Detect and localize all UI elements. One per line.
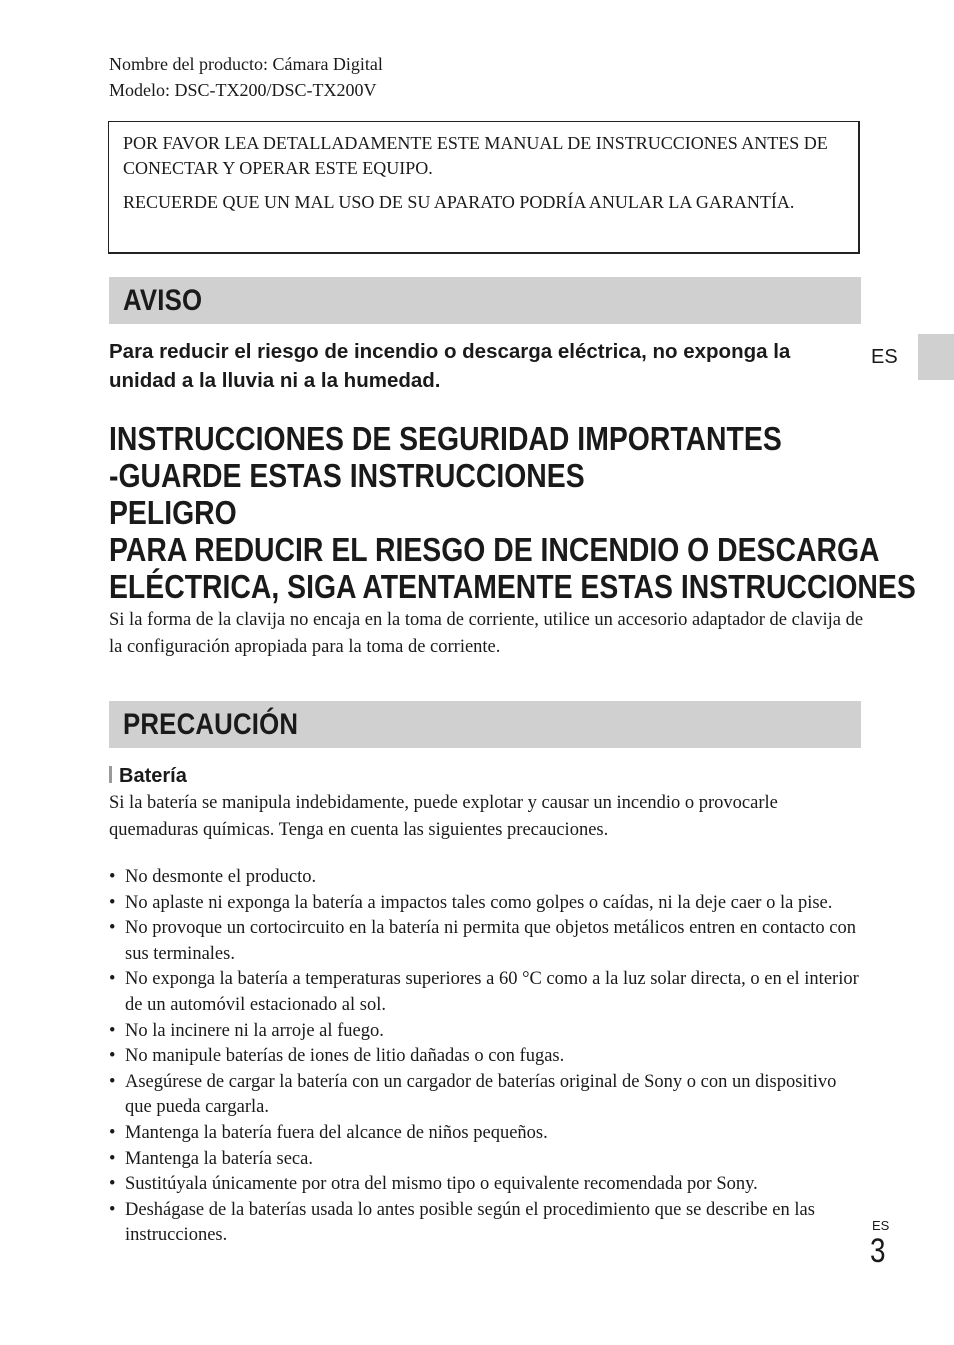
precaucion-heading-bar bbox=[109, 701, 861, 748]
safety-heading-line: -GUARDE ESTAS INSTRUCCIONES bbox=[109, 457, 585, 494]
product-name: Nombre del producto: Cámara Digital bbox=[109, 54, 383, 74]
warning-paragraph-warranty: RECUERDE QUE UN MAL USO DE SU APARATO PODRÍA ANULAR LA GARANTÍA. bbox=[123, 192, 795, 212]
side-language-label: ES bbox=[871, 346, 898, 368]
subheading-marker bbox=[109, 766, 112, 783]
list-item: • No la incinere ni la arroje al fuego. bbox=[109, 1019, 865, 1045]
safety-body-text: Si la forma de la clavija no encaja en la toma de corriente, utilice un accesorio adaptador de clavija de la configuración apropiada para la toma de corriente. bbox=[109, 610, 864, 657]
product-info bbox=[109, 51, 383, 103]
list-item: • No desmonte el producto. bbox=[109, 865, 865, 891]
safety-heading-line: PELIGRO bbox=[109, 494, 237, 531]
safety-heading-line: INSTRUCCIONES DE SEGURIDAD IMPORTANTES bbox=[109, 420, 782, 457]
aviso-text: Para reducir el riesgo de incendio o descarga eléctrica, no exponga la unidad a la lluvia ni a la humedad. bbox=[109, 340, 791, 392]
list-item: • Mantenga la batería fuera del alcance de niños pequeños. bbox=[109, 1121, 865, 1147]
list-item: • No provoque un cortocircuito en la batería ni permita que objetos metálicos entren en contacto con sus terminales. bbox=[109, 916, 865, 967]
list-item: • No manipule baterías de iones de litio dañadas o con fugas. bbox=[109, 1044, 865, 1070]
safety-heading-line: PARA REDUCIR EL RIESGO DE INCENDIO O DESCARGA bbox=[109, 531, 880, 568]
list-item: • Sustitúyala únicamente por otra del mismo tipo o equivalente recomendada por Sony. bbox=[109, 1172, 865, 1198]
safety-heading-line: ELÉCTRICA, SIGA ATENTAMENTE ESTAS INSTRUCCIONES bbox=[109, 568, 916, 605]
list-item: • Deshágase de la baterías usada lo antes posible según el procedimiento que se describe en las instrucciones. bbox=[109, 1198, 865, 1249]
bateria-subheading-label: Batería bbox=[119, 765, 187, 787]
list-item: • No exponga la batería a temperaturas superiores a 60 °C como a la luz solar directa, o en el interior de un automóvil estacionado al sol. bbox=[109, 967, 865, 1018]
precautions-list bbox=[109, 865, 865, 1249]
list-item: • No aplaste ni exponga la batería a impactos tales como golpes o caídas, ni la deje caer o la pise. bbox=[109, 891, 865, 917]
page-number: 3 bbox=[870, 1232, 886, 1270]
warning-paragraph-read-manual: POR FAVOR LEA DETALLADAMENTE ESTE MANUAL DE INSTRUCCIONES ANTES DE CONECTAR Y OPERAR ESTE EQUIPO. bbox=[123, 133, 828, 178]
warning-box bbox=[108, 121, 860, 254]
precaucion-heading: PRECAUCIÓN bbox=[123, 708, 299, 741]
list-item: • Mantenga la batería seca. bbox=[109, 1147, 865, 1173]
list-item: • Asegúrese de cargar la batería con un cargador de baterías original de Sony o con un dispositivo que pueda cargarla. bbox=[109, 1070, 865, 1121]
side-thumb-tab bbox=[918, 334, 954, 380]
aviso-heading: AVISO bbox=[123, 284, 203, 317]
product-model: Modelo: DSC-TX200/DSC-TX200V bbox=[109, 80, 377, 100]
bateria-intro-text: Si la batería se manipula indebidamente, puede explotar y causar un incendio o provocarle quemaduras químicas. Tenga en cuenta las siguientes precauciones. bbox=[109, 793, 778, 840]
bateria-subheading bbox=[109, 763, 187, 789]
safety-instructions-heading bbox=[109, 420, 916, 605]
page-language-label: ES bbox=[872, 1218, 890, 1233]
aviso-heading-bar bbox=[109, 277, 861, 324]
